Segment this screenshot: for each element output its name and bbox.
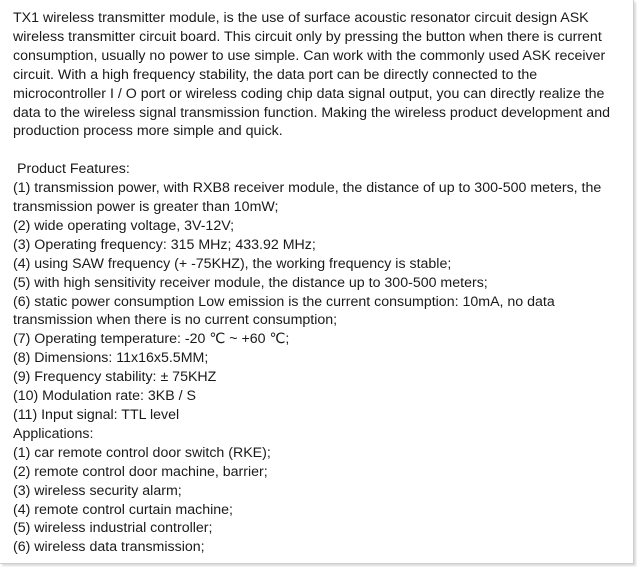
- intro-paragraph: TX1 wireless transmitter module, is the use of surface acoustic resonator circuit design ASK wireless transmitter circuit board. This circuit only by pressing the button when there is current consumption, usually no power to use simple. Can work with the commonly used ASK receiver circuit. With a high frequency stability, the data port can be directly connected to the microcontroller I / O port or wireless coding chip data signal output, you can directly realize the data to the wireless signal transmission function. Making the wireless product development and production process more simple and quick.: [13, 10, 610, 140]
- application-item: (3) wireless security alarm;: [13, 482, 182, 499]
- feature-item: (3) Operating frequency: 315 MHz; 433.92 MHz;: [13, 236, 316, 253]
- feature-item: (9) Frequency stability: ± 75KHZ: [13, 369, 217, 386]
- features-list: [13, 179, 623, 425]
- features-heading: Product Features:: [17, 161, 130, 178]
- feature-item: (10) Modulation rate: 3KB / S: [13, 388, 196, 405]
- feature-item: (4) using SAW frequency (+ -75KHZ), the working frequency is stable;: [13, 255, 452, 272]
- product-description: [13, 9, 623, 557]
- application-item: (6) wireless data transmission;: [13, 539, 205, 556]
- feature-item: (5) with high sensitivity receiver module, the distance up to 300-500 meters;: [13, 274, 488, 291]
- applications-list: [13, 444, 623, 557]
- feature-item: (6) static power consumption Low emission is the current consumption: 10mA, no data transmission when there is no current consumption;: [13, 293, 555, 329]
- feature-item: (2) wide operating voltage, 3V-12V;: [13, 217, 235, 234]
- feature-item: (1) transmission power, with RXB8 receiver module, the distance of up to 300-500 meters, the transmission power is greater than 10mW;: [13, 180, 602, 216]
- feature-item: (7) Operating temperature: -20 ℃ ~ +60 ℃;: [13, 331, 290, 348]
- feature-item: (8) Dimensions: 11x16x5.5MM;: [13, 350, 209, 367]
- application-item: (2) remote control door machine, barrier;: [13, 463, 268, 480]
- feature-item: (11) Input signal: TTL level: [13, 407, 180, 424]
- paragraph-spacer: [13, 141, 623, 160]
- application-item: (1) car remote control door switch (RKE);: [13, 444, 271, 461]
- application-item: (4) remote control curtain machine;: [13, 501, 233, 518]
- application-item: (5) wireless industrial controller;: [13, 520, 213, 537]
- applications-heading: Applications:: [13, 425, 94, 442]
